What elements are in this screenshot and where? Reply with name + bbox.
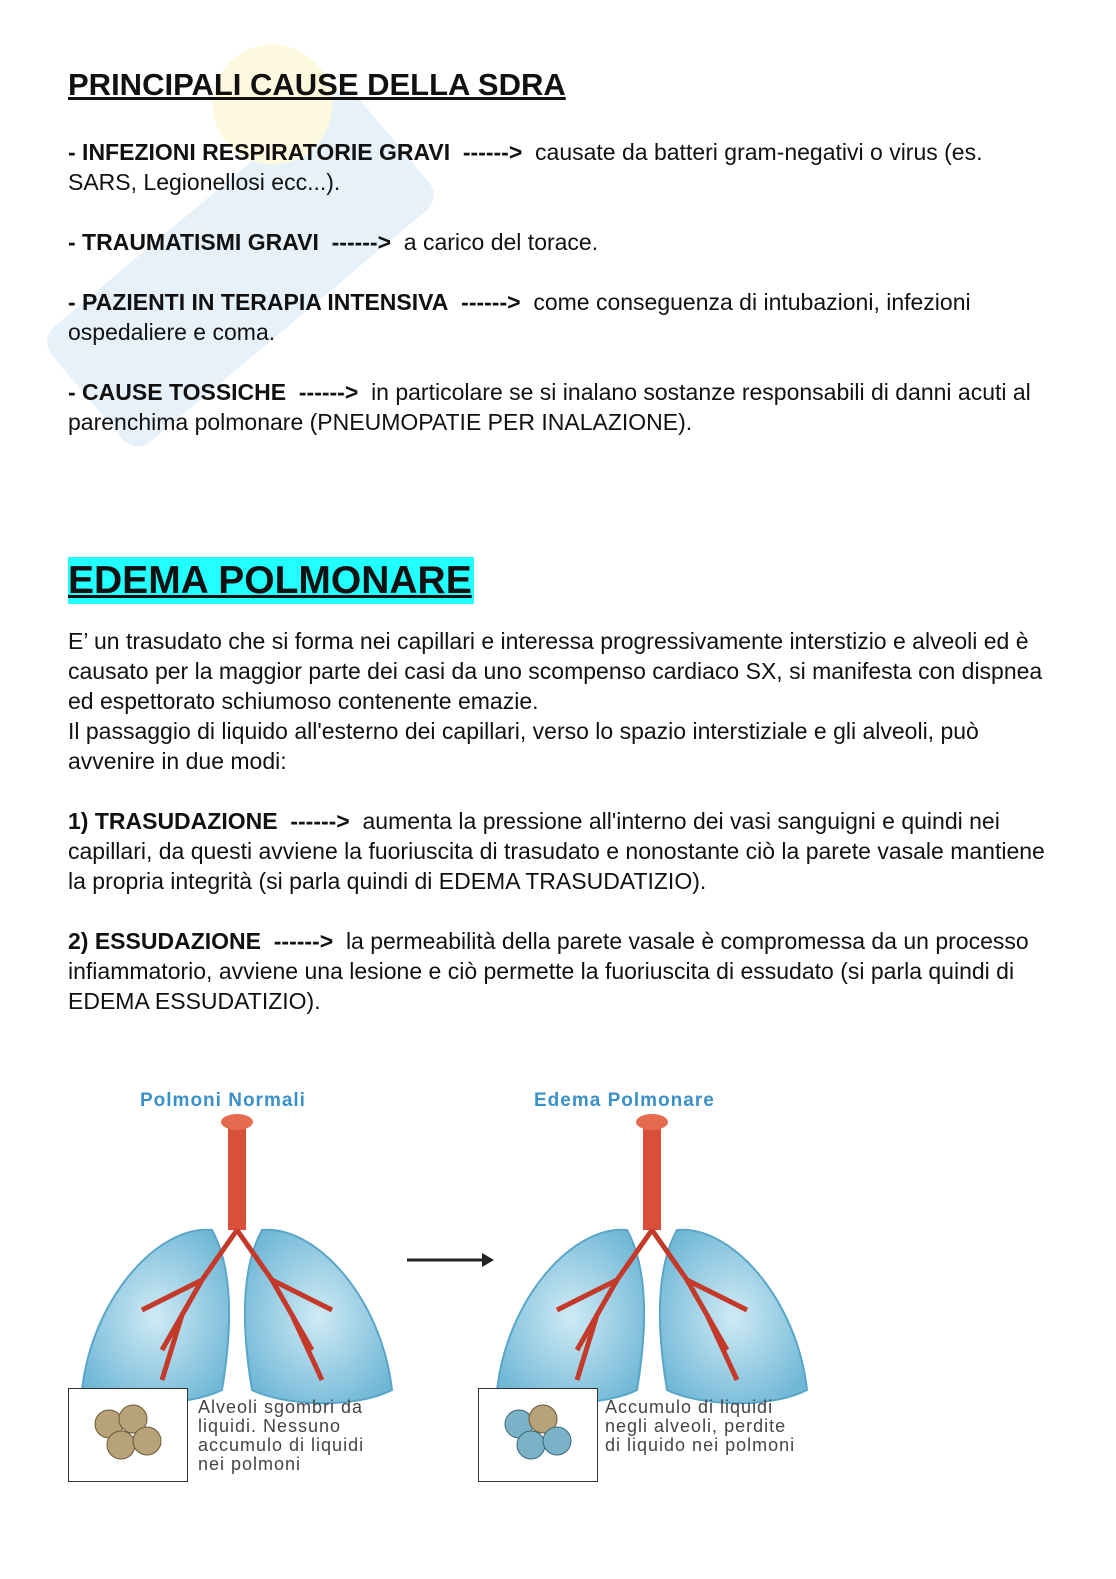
cause-item [68,287,1048,347]
mode-item [68,926,1048,1016]
normal-lungs-icon [82,1114,392,1403]
cause-text: come conseguenza di intubazioni, infezioni ospedaliere e coma. [68,289,971,346]
left-figure-title: Polmoni Normali [140,1090,306,1111]
cause-text: a carico del torace. [403,229,599,256]
cause-arrow: ------> [462,139,523,166]
cause-label: - CAUSE TOSSICHE [68,379,287,406]
mode-text: aumenta la pressione all'interno dei vasi sanguigni e quindi nei capillari, da questi avviene la fuoriuscita di trasudato e nonostante ciò la parete vasale mantiene la propria integrità (si parla quindi di EDEMA TRASUDATIZIO). [68,808,1045,895]
mode-text: la permeabilità della parete vasale è compromessa da un processo infiammatorio, avviene una lesione e ciò permette la fuoriuscita di essudato (si parla quindi di EDEMA ESSUDATIZIO). [68,928,1029,1015]
mode-label: 1) TRASUDAZIONE [68,808,278,835]
cause-text: in particolare se si inalano sostanze responsabili di danni acuti al parenchima polmonare (PNEUMOPATIE PER INALAZIONE). [68,379,1031,436]
cause-arrow: ------> [331,229,392,256]
cause-item [68,227,1048,257]
cause-label: - PAZIENTI IN TERAPIA INTENSIVA [68,289,449,316]
edema-intro: E’ un trasudato che si forma nei capillari e interessa progressivamente interstizio e alveoli ed è causato per la maggior parte dei casi da uno scompenso cardiaco SX, si manifesta con dispnea ed espettorato schiumoso contenente emazie. [68,628,1043,715]
cause-arrow: ------> [298,379,359,406]
edema-alveoli-inset [478,1388,598,1482]
right-figure-title: Edema Polmonare [534,1090,715,1111]
normal-alveoli-inset [68,1388,188,1482]
cause-label: - TRAUMATISMI GRAVI [68,229,319,256]
lungs-figure [62,1080,862,1490]
right-caption: Accumulo di liquidi negli alveoli, perdite di liquido nei polmoni [605,1397,796,1455]
edema-lungs-icon [497,1114,807,1403]
mode-label: 2) ESSUDAZIONE [68,928,261,955]
mode-item [68,806,1048,896]
left-caption: Alveoli sgombri da liquidi. Nessuno accumulo di liquidi nei polmoni [198,1397,365,1474]
document-content [68,66,1048,1046]
cause-item [68,137,1048,197]
cause-arrow: ------> [461,289,521,316]
edema-intro-2: Il passaggio di liquido all'esterno dei capillari, verso lo spazio interstiziale e gli alveoli, può avvenire in due modi: [68,718,979,775]
section1-title: PRINCIPALI CAUSE DELLA SDRA [68,67,566,102]
cause-text: causate da batteri gram-negativi o virus (es. SARS, Legionellosi ecc...). [68,139,983,196]
cause-label: - INFEZIONI RESPIRATORIE GRAVI [68,139,451,166]
mode-arrow: ------> [273,928,334,955]
section2-title: EDEMA POLMONARE [68,559,472,603]
cause-item [68,377,1048,437]
lungs-illustration [62,1110,862,1410]
mode-arrow: ------> [290,808,350,835]
